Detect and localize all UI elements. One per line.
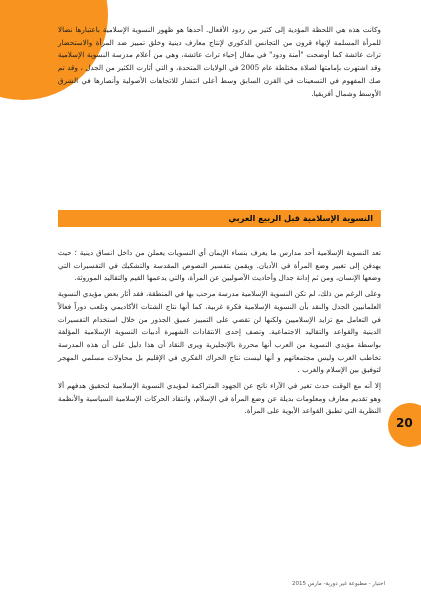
section-title: النسوية الإسلامية قبل الربيع العربي — [58, 210, 381, 227]
body-paragraph-2: وعلى الرغم من ذلك، لم تكن النسوية الإسلامية مدرسة مرحب بها في المنطقة، فقد أثار بعض مؤيدي النسوية العلمانيين الجدل والنقد بأن النسوية الإسلامية فكرة غربية، كما أنها نتاج الشتات الأكاديمي وتلعب دوراً فعالاً في التعامل مع تزايد الإسلاميين ولكنها لن تقضي على التمييز عميق الجذور من خلال استخدام التفسيرات الدينية والقواعد والتقاليد الاجتماعية. وتصف إحدى الانتقادات الشهيرة أدبيات النسوية الإسلامية المؤلفة بواسطة مؤيدي النسوية من العرب أنها محررة بالإنجليزية ويرى النقاد أن هذا دليل على أن هذه المدرسة تخاطب الغرب وليس مجتمعاتهم و أنها ليست نتاج الحراك الفكري في الإقليم بل محاولات مسلمي المهجر لتوفيق بين الإسلام والغرب . — [58, 289, 381, 375]
body-paragraph-1: تعد النسوية الإسلامية أحد مدارس ما يعرف بنساء الإيمان أي النسويات يعملن من داخل انساق دينية ؛ حيث يهدفن إلى تغيير وضع المرأة في الأديان. ويقمن بتفسير النصوص المقدسة والتشكيك في التفسيرات التي وضعها الإنسان، ومن ثم إدانة جدال وأحاديث الأصوليين عن المرأة، والتي يدعمها القيم والتقاليد الموروثة. — [58, 248, 381, 283]
paragraph-1: وكانت هذه هي اللحظة المؤدية إلى كثير من ردود الأفعال. أحدها هو ظهور النسوية الإسلامية باعتبارها نضالا للمرأة المسلمة لإنهاء قرون من التجانس الذكوري لإنتاج معارف دينية وخلق تمييز ضد المرأة والاستحضار تراث عائشة كما أوضحت "أمنة ودود" في مقال إحياء تراث عائشة، وهي من أعلام مدرسة النسوية الإسلامية وقد اشتهرت بإمامتها لصلاة مختلطة عام 2005 في الولايات المتحدة، و التي أثارت الكثير من الجدل ، وقد تم صك المفهوم في التسعينات في القرن السابق وسط أعلى انتشار للاتجاهات الأصولية وأنصارها في الشرق الأوسط وشمال أفريقيا. — [58, 25, 381, 98]
page-number: 20 — [396, 416, 413, 430]
body-paragraph-3: إلا أنه مع الوقت حدث تغير في الآراء ناتج عن الجهود المتراكمة لمؤيدي النسوية الإسلامية لتحقيق هدفهم ألا وهو تقديم معارف ومعلومات بديلة عن وضع المرأة في الإسلام، وانتقاد الحركات الإسلامية السياسية والأنظمة النظرية التي تطبق القواعد الأبوية على المرأة. — [58, 381, 381, 416]
body-text — [58, 247, 381, 421]
intro-paragraph — [58, 24, 381, 100]
footer-text: اختيار - مطبوعة غير دورية- مارس 2015 — [291, 581, 385, 587]
